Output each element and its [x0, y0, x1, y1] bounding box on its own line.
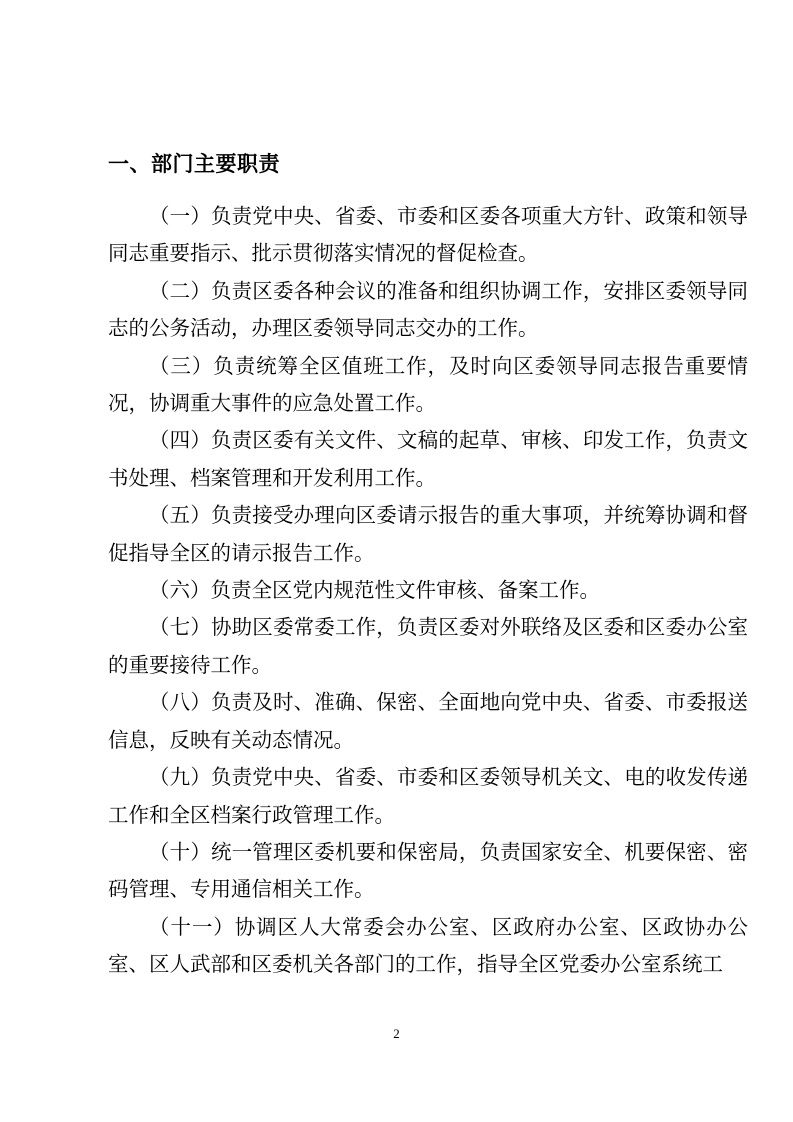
duties-list: [108, 198, 748, 984]
duty-paragraph-1: （一）负责党中央、省委、市委和区委各项重大方针、政策和领导同志重要指示、批示贯彻落实情况的督促检查。: [108, 204, 748, 266]
duty-paragraph-11: （十一）协调区人大常委会办公室、区政府办公室、区政协办公室、区人武部和区委机关各部门的工作，指导全区党委办公室系统工: [108, 914, 748, 977]
duty-paragraph-6: （六）负责全区党内规范性文件审核、备案工作。: [149, 578, 600, 603]
page-number: 2: [393, 1026, 400, 1041]
duty-paragraph-3: （三）负责统筹全区值班工作，及时向区委领导同志报告重要情况，协调重大事件的应急处置工作。: [108, 353, 748, 416]
duty-paragraph-9: （九）负责党中央、省委、市委和区委领导机关文、电的收发传递工作和全区档案行政管理工作。: [108, 765, 748, 827]
duty-paragraph-5: （五）负责接受办理向区委请示报告的重大事项，并统筹协调和督促指导全区的请示报告工作。: [108, 503, 748, 565]
section-title: 一、部门主要职责: [108, 151, 280, 176]
duty-paragraph-10: （十）统一管理区委机要和保密局，负责国家安全、机要保密、密码管理、专用通信相关工作。: [108, 839, 748, 902]
duty-paragraph-4: （四）负责区委有关文件、文稿的起草、审核、印发工作，负责文书处理、档案管理和开发利用工作。: [108, 428, 748, 490]
duty-paragraph-7: （七）协助区委常委工作，负责区委对外联络及区委和区委办公室的重要接待工作。: [108, 615, 748, 677]
duty-paragraph-8: （八）负责及时、准确、保密、全面地向党中央、省委、市委报送信息，反映有关动态情况。: [108, 690, 748, 752]
duty-paragraph-2: （二）负责区委各种会议的准备和组织协调工作，安排区委领导同志的公务活动，办理区委领导同志交办的工作。: [108, 278, 748, 341]
